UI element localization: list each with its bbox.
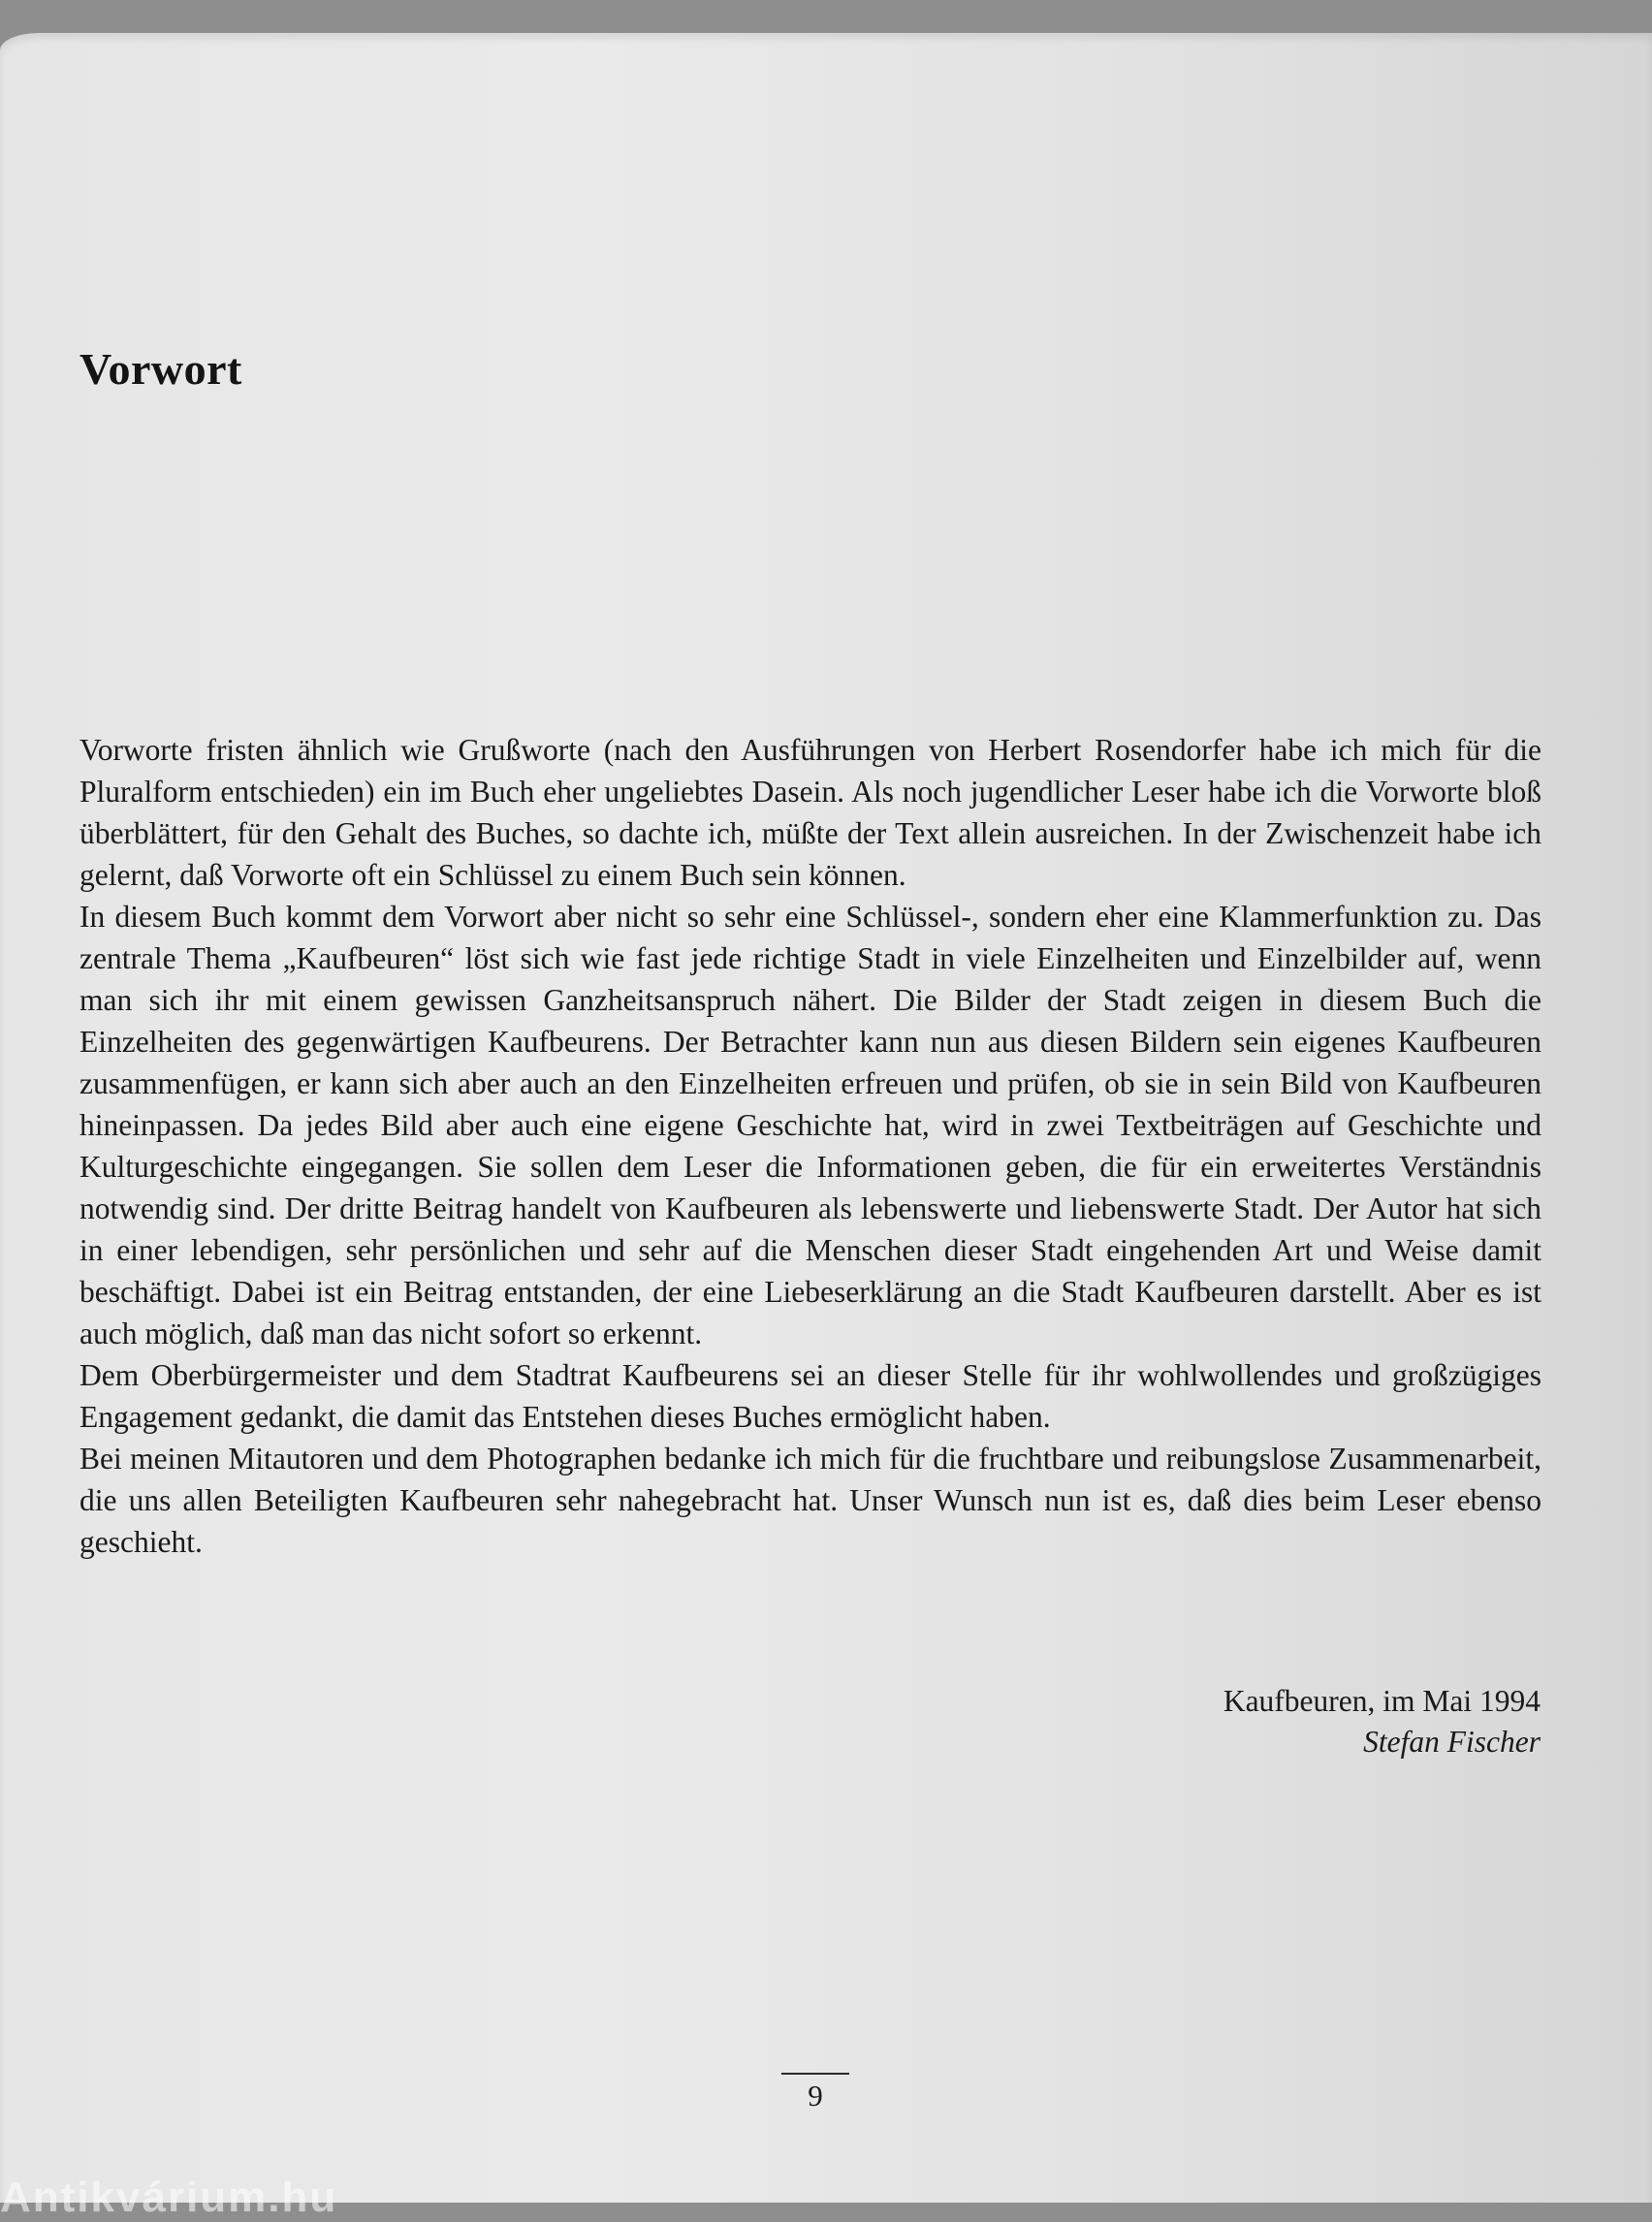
foreword-body bbox=[79, 729, 1541, 1563]
place-date: Kaufbeuren, im Mai 1994 bbox=[1223, 1684, 1541, 1718]
paragraph: Vorworte fristen ähnlich wie Grußworte (nach den Ausführungen von Herbert Rosendorfer habe ich mich für die Pluralform entschieden) ein im Buch eher ungeliebtes Dasein. Als noch jugendlicher Leser habe ich die Vorworte bloß überblättert, für den Gehalt des Buches, so dachte ich, müßte der Text allein ausreichen. In der Zwischenzeit habe ich gelernt, daß Vorworte oft ein Schlüssel zu einem Buch sein können. bbox=[79, 733, 1541, 892]
book-page bbox=[0, 33, 1652, 2203]
paragraph: Bei meinen Mitautoren und dem Photographen bedanke ich mich für die fruchtbare und reibungslose Zusammenarbeit, die uns allen Beteiligten Kaufbeuren sehr nahegebracht hat. Unser Wunsch nun ist es, daß dies beim Leser ebenso geschieht. bbox=[79, 1442, 1541, 1559]
paragraph: In diesem Buch kommt dem Vorwort aber nicht so sehr eine Schlüssel-, sondern eher eine Klammerfunktion zu. Das zentrale Thema „Kaufbeuren“ löst sich wie fast jede richtige Stadt in viele Einzelheiten und Einzelbilder auf, wenn man sich ihr mit einem gewissen Ganzheitsanspruch nähert. Die Bilder der Stadt zeigen in diesem Buch die Einzelheiten des gegenwärtigen Kaufbeurens. Der Betrachter kann nun aus diesen Bildern sein eigenes Kaufbeuren zusammenfügen, er kann sich aber auch an den Einzelheiten erfreuen und prüfen, ob sie in sein Bild von Kaufbeuren hineinpassen. Da jedes Bild aber auch eine eigene Geschichte hat, wird in zwei Textbeiträgen auf Geschichte und Kulturgeschichte eingegangen. Sie sollen dem Leser die Informationen geben, die für ein erweitertes Verständnis notwendig sind. Der dritte Beitrag handelt von Kaufbeuren als lebenswerte und liebenswerte Stadt. Der Autor hat sich in einer lebendigen, sehr persönlichen und sehr auf die Menschen dieser Stadt eingehenden Art und Weise damit beschäftigt. Dabei ist ein Beitrag entstanden, der eine Liebeserklärung an die Stadt Kaufbeuren darstellt. Aber es ist auch möglich, daß man das nicht sofort so erkennt. bbox=[79, 900, 1541, 1350]
page-number-rule bbox=[781, 2073, 849, 2075]
signature-block bbox=[1223, 1681, 1541, 1762]
page-number: 9 bbox=[808, 2079, 823, 2112]
page-heading: Vorwort bbox=[79, 344, 242, 394]
paragraph: Dem Oberbürgermeister und dem Stadtrat Kaufbeurens sei an dieser Stelle für ihr wohlwollendes und großzügiges Engagement gedankt, die damit das Entstehen dieses Buches ermöglicht haben. bbox=[79, 1358, 1541, 1434]
author-name: Stefan Fischer bbox=[1363, 1725, 1541, 1759]
watermark: Antikvárium.hu bbox=[0, 2174, 338, 2221]
